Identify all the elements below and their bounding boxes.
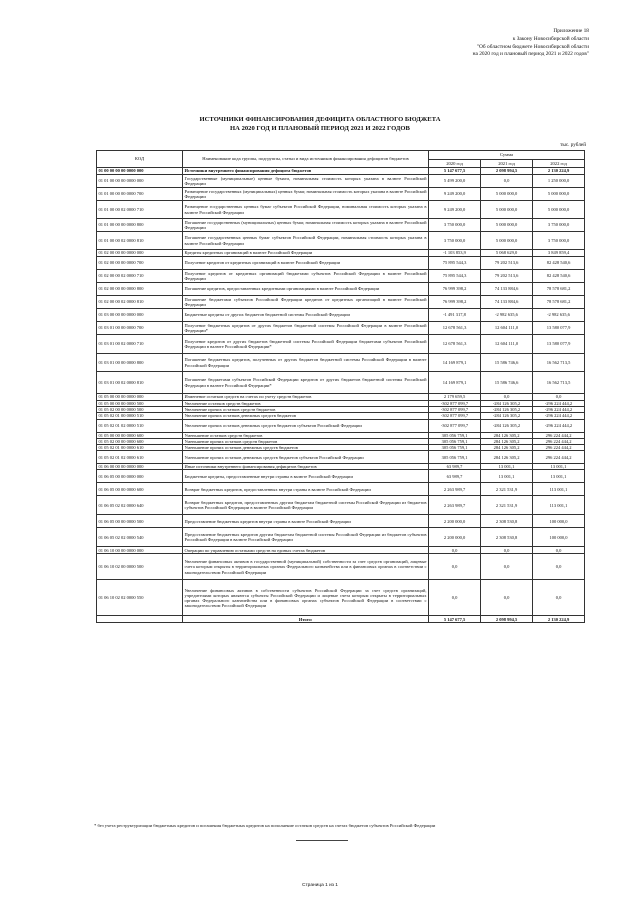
- code-cell: 01 03 01 00 00 0000 700: [97, 322, 183, 335]
- value-2021-cell: 284 126 305,2: [481, 451, 533, 464]
- header-year-2020: 2020 год: [429, 160, 481, 168]
- value-2021-cell: -284 126 305,2: [481, 419, 533, 432]
- title-line-1: ИСТОЧНИКИ ФИНАНСИРОВАНИЯ ДЕФИЦИТА ОБЛАСТНОГО БЮДЖЕТА: [199, 116, 441, 123]
- value-2022-cell: 296 224 444,2: [533, 432, 585, 438]
- value-2022-cell: 13 580 077,9: [533, 322, 585, 335]
- total-2020: 5 147 677,5: [429, 616, 481, 623]
- name-cell: Погашение государственных ценных бумаг субъектов Российской Федерации, номинальная стоимость которых указана в валюте Российской Федерации: [183, 232, 429, 250]
- code-cell: 01 03 01 00 02 0000 710: [97, 335, 183, 354]
- code-cell: 01 05 00 00 00 0000 600: [97, 432, 183, 438]
- budget-table: [96, 150, 585, 623]
- value-2022-cell: 0,0: [533, 394, 585, 401]
- table-row: [97, 483, 585, 496]
- code-cell: 01 01 00 00 00 0000 800: [97, 219, 183, 232]
- name-cell: Изменение остатков средств на счетах по учету средств бюджетов: [183, 394, 429, 401]
- code-cell: 01 03 01 00 02 0000 810: [97, 372, 183, 394]
- table-row: [97, 335, 585, 354]
- value-2020-cell: 0,0: [429, 554, 481, 580]
- value-2022-cell: 296 224 444,2: [533, 438, 585, 444]
- table-row: [97, 296, 585, 309]
- value-2020-cell: 2 200 000,0: [429, 528, 481, 547]
- code-cell: 01 01 00 00 02 0000 710: [97, 201, 183, 219]
- name-cell: Погашение кредитов, предоставленных кредитными организациями в валюте Российской Федерации: [183, 283, 429, 296]
- value-2021-cell: 0,0: [481, 547, 533, 554]
- value-2020-cell: 305 056 759,1: [429, 451, 481, 464]
- value-2020-cell: 75 895 544,3: [429, 257, 481, 270]
- value-2021-cell: 12 604 111,0: [481, 335, 533, 354]
- value-2022-cell: 82 428 540,6: [533, 270, 585, 283]
- value-2022-cell: 13 580 077,9: [533, 335, 585, 354]
- code-cell: 01 06 10 02 02 0000 550: [97, 580, 183, 616]
- code-cell: 01 03 00 00 00 0000 000: [97, 309, 183, 322]
- value-2020-cell: 76 999 398,2: [429, 283, 481, 296]
- total-2021: 2 098 994,5: [481, 616, 533, 623]
- code-cell: 01 06 00 00 00 0000 000: [97, 464, 183, 470]
- table-row: [97, 322, 585, 335]
- value-2020-cell: -1 491 317,8: [429, 309, 481, 322]
- value-2020-cell: 3 750 000,0: [429, 219, 481, 232]
- name-cell: Получение кредитов от кредитных организаций в валюте Российской Федерации: [183, 257, 429, 270]
- name-cell: Возврат бюджетных кредитов, предоставленных другим бюджетам бюджетной системы Российской Федерации из бюджетов субъектов Российской Федерации в валюте Российской Федерации: [183, 496, 429, 515]
- appendix-line: "Об областном бюджете Новосибирской области: [476, 43, 589, 50]
- code-cell: 01 06 05 02 02 0000 540: [97, 528, 183, 547]
- table-row: [97, 201, 585, 219]
- value-2020-cell: 14 169 879,1: [429, 372, 481, 394]
- table-row: [97, 168, 585, 175]
- table-row: [97, 528, 585, 547]
- value-2022-cell: 3 750 000,0: [533, 219, 585, 232]
- value-2020-cell: 305 056 759,1: [429, 445, 481, 451]
- value-2022-cell: 0,0: [533, 580, 585, 616]
- code-cell: 01 03 01 00 00 0000 800: [97, 354, 183, 372]
- value-2022-cell: 296 224 444,2: [533, 451, 585, 464]
- value-2020-cell: -302 877 099,7: [429, 407, 481, 413]
- value-2021-cell: -284 126 305,2: [481, 407, 533, 413]
- value-2021-cell: 0,0: [481, 580, 533, 616]
- table-row: [97, 554, 585, 580]
- value-2020-cell: 63 989,7: [429, 464, 481, 470]
- name-cell: Кредиты кредитных организаций в валюте Российской Федерации: [183, 250, 429, 257]
- value-2020-cell: 9 249 200,0: [429, 188, 481, 201]
- value-2022-cell: 5 000 000,0: [533, 201, 585, 219]
- value-2021-cell: 0,0: [481, 394, 533, 401]
- appendix-line: на 2020 год и плановый период 2021 и 2022 годов": [472, 51, 589, 58]
- value-2020-cell: 0,0: [429, 580, 481, 616]
- value-2022-cell: 296 224 444,2: [533, 445, 585, 451]
- value-2022-cell: 1 250 000,0: [533, 175, 585, 188]
- value-2020-cell: 3 750 000,0: [429, 232, 481, 250]
- value-2021-cell: 5 068 629,0: [481, 250, 533, 257]
- code-cell: 01 01 00 00 00 0000 700: [97, 188, 183, 201]
- value-2022-cell: 5 000 000,0: [533, 188, 585, 201]
- table-row: [97, 394, 585, 401]
- table-row: [97, 257, 585, 270]
- code-cell: 01 06 05 00 00 0000 500: [97, 515, 183, 528]
- value-2021-cell: -284 126 305,2: [481, 401, 533, 407]
- table-row: [97, 188, 585, 201]
- total-label: Итого:: [183, 616, 429, 623]
- header-year-2022: 2022 год: [533, 160, 585, 168]
- value-2021-cell: 5 000 000,0: [481, 188, 533, 201]
- value-2022-cell: 2 130 224,9: [533, 168, 585, 175]
- value-2021-cell: 74 133 884,6: [481, 283, 533, 296]
- name-cell: Получение кредитов от других бюджетов бюджетной системы Российской Федерации бюджетами субъектов Российской Федерации в валюте Российской Федерации*: [183, 335, 429, 354]
- code-cell: 01 05 02 01 00 0000 610: [97, 445, 183, 451]
- code-cell: 01 06 05 00 00 0000 000: [97, 470, 183, 483]
- value-2021-cell: 5 000 000,0: [481, 232, 533, 250]
- name-cell: Размещение государственных (муниципальных) ценных бумаг, номинальная стоимость которых указана в валюте Российской Федерации: [184, 188, 427, 199]
- value-2020-cell: 5 499 200,0: [429, 175, 481, 188]
- value-2021-cell: 15 586 746,6: [481, 354, 533, 372]
- value-2020-cell: 2 200 000,0: [429, 515, 481, 528]
- value-2021-cell: 5 000 000,0: [481, 201, 533, 219]
- table-row: [97, 309, 585, 322]
- table-row: [97, 451, 585, 464]
- value-2020-cell: 305 056 759,1: [429, 432, 481, 438]
- value-2020-cell: 76 999 398,2: [429, 296, 481, 309]
- table-row: [97, 175, 585, 188]
- value-2021-cell: 79 202 513,6: [481, 270, 533, 283]
- code-cell: 01 02 00 00 02 0000 810: [97, 296, 183, 309]
- table-row: [97, 470, 585, 483]
- value-2021-cell: 13 001,1: [481, 470, 533, 483]
- value-2020-cell: 2 179 659,5: [429, 394, 481, 401]
- value-2020-cell: 305 056 759,1: [429, 438, 481, 444]
- value-2022-cell: 78 578 681,2: [533, 296, 585, 309]
- value-2021-cell: 284 126 305,2: [481, 445, 533, 451]
- value-2020-cell: 63 989,7: [429, 470, 481, 483]
- name-cell: Бюджетные кредиты, предоставленные внутри страны в валюте Российской Федерации: [183, 470, 429, 483]
- table-row: [97, 250, 585, 257]
- header-sum: Сумма: [429, 151, 585, 160]
- appendix-line: Приложение 18: [553, 28, 589, 34]
- value-2021-cell: 284 126 305,2: [481, 438, 533, 444]
- code-cell: 01 05 02 01 02 0000 510: [97, 419, 183, 432]
- code-cell: 01 05 00 00 00 0000 000: [97, 394, 183, 401]
- code-cell: 01 01 00 00 00 0000 000: [97, 175, 183, 188]
- title-line-2: НА 2020 ГОД И ПЛАНОВЫЙ ПЕРИОД 2021 И 2022 ГОДОВ: [230, 125, 410, 132]
- name-cell: Увеличение прочих остатков денежных средств бюджетов: [183, 413, 429, 419]
- value-2020-cell: 9 249 200,0: [429, 201, 481, 219]
- code-cell: 01 05 02 01 02 0000 610: [97, 451, 183, 464]
- value-2022-cell: 100 000,0: [533, 528, 585, 547]
- code-cell: 01 02 00 00 00 0000 800: [97, 283, 183, 296]
- value-2020-cell: -302 877 099,7: [429, 419, 481, 432]
- name-cell: Уменьшение прочих остатков средств бюджетов: [183, 438, 429, 444]
- code-cell: 01 05 02 00 00 0000 600: [97, 438, 183, 444]
- table-row: [97, 496, 585, 515]
- name-cell: Операции по управлению остатками средств на единых счетах бюджетов: [183, 547, 429, 554]
- value-2022-cell: 82 428 540,6: [533, 257, 585, 270]
- value-2021-cell: 74 133 884,6: [481, 296, 533, 309]
- table-row: [97, 283, 585, 296]
- table-row: [97, 419, 585, 432]
- code-cell: 01 02 00 00 00 0000 000: [97, 250, 183, 257]
- value-2020-cell: 5 147 677,5: [429, 168, 481, 175]
- value-2021-cell: 0,0: [481, 554, 533, 580]
- name-cell: Увеличение прочих остатков средств бюджетов: [183, 407, 429, 413]
- name-cell: Погашение государственных (муниципальных) ценных бумаг, номинальная стоимость которых указана в валюте Российской Федерации: [184, 219, 427, 230]
- name-cell: Уменьшение остатков средств бюджетов: [183, 432, 429, 438]
- value-2020-cell: 75 895 544,3: [429, 270, 481, 283]
- appendix-line: к Закону Новосибирской области: [512, 35, 589, 42]
- table-row: [97, 219, 585, 232]
- table-row: [97, 354, 585, 372]
- total-2022: 2 130 224,9: [533, 616, 585, 623]
- name-cell: Получение кредитов от кредитных организаций бюджетами субъектов Российской Федерации в валюте Российской Федерации: [184, 270, 427, 281]
- value-2022-cell: 78 578 681,2: [533, 283, 585, 296]
- name-cell: Увеличение финансовых активов в государственной (муниципальной) собственности за счет средств организаций, лицевые счета которым открыты в территориальных органах Федерального казначейства или в финансовых органах в соответствии с законодательством Российской Федерации: [183, 554, 429, 580]
- name-cell: Государственные (муниципальные) ценные бумаги, номинальная стоимость которых указана в валюте Российской Федерации: [184, 175, 427, 186]
- value-2022-cell: 113 001,1: [533, 496, 585, 515]
- value-2022-cell: -296 224 444,2: [533, 413, 585, 419]
- code-cell: 01 05 02 01 00 0000 510: [97, 413, 183, 419]
- name-cell: Иные источники внутреннего финансирования дефицитов бюджетов: [183, 464, 429, 470]
- value-2022-cell: 0,0: [533, 554, 585, 580]
- name-cell: Предоставление бюджетных кредитов другим бюджетам бюджетной системы Российской Федерации из бюджетов субъектов Российской Федерации в валюте Российской Федерации: [183, 528, 429, 547]
- value-2022-cell: 13 001,1: [533, 464, 585, 470]
- value-2020-cell: 2 263 989,7: [429, 483, 481, 496]
- code-cell: 01 02 00 00 02 0000 710: [97, 270, 183, 283]
- code-cell: 01 00 00 00 00 0000 000: [97, 168, 183, 175]
- name-cell: Погашение бюджетами субъектов Российской Федерации кредитов от кредитных организаций в валюте Российской Федерации: [184, 296, 427, 307]
- value-2022-cell: 13 001,1: [533, 470, 585, 483]
- value-2021-cell: 5 000 000,0: [481, 219, 533, 232]
- separator-line: [296, 840, 348, 841]
- code-cell: 01 01 00 00 02 0000 810: [97, 232, 183, 250]
- code-cell: 01 06 10 00 00 0000 000: [97, 547, 183, 554]
- name-cell: Возврат бюджетных кредитов, предоставленных внутри страны в валюте Российской Федерации: [183, 483, 429, 496]
- code-cell: 01 05 02 00 00 0000 500: [97, 407, 183, 413]
- value-2022-cell: -2 982 635,6: [533, 309, 585, 322]
- value-2021-cell: 12 604 111,0: [481, 322, 533, 335]
- value-2021-cell: 2 308 530,8: [481, 515, 533, 528]
- value-2021-cell: 2 321 531,9: [481, 496, 533, 515]
- units-label: тыс. рублей: [560, 142, 586, 148]
- header-name: Наименование кода группы, подгруппы, статьи и вида источников финансирования дефицитов бюджетов: [183, 151, 429, 168]
- code-cell: 01 06 05 00 00 0000 600: [97, 483, 183, 496]
- name-cell: Уменьшение прочих остатков денежных средств бюджетов субъектов Российской Федерации: [183, 451, 429, 464]
- value-2020-cell: 2 263 989,7: [429, 496, 481, 515]
- value-2021-cell: 15 586 746,6: [481, 372, 533, 394]
- appendix-header: [369, 28, 589, 59]
- value-2021-cell: 13 001,1: [481, 464, 533, 470]
- value-2020-cell: -1 103 853,9: [429, 250, 481, 257]
- name-cell: Увеличение прочих остатков денежных средств бюджетов субъектов Российской Федерации: [183, 419, 429, 432]
- table-row: [97, 372, 585, 394]
- value-2020-cell: -302 877 099,7: [429, 401, 481, 407]
- value-2021-cell: 0,0: [481, 175, 533, 188]
- code-cell: 01 05 00 00 00 0000 500: [97, 401, 183, 407]
- value-2021-cell: 2 321 531,9: [481, 483, 533, 496]
- name-cell: Получение бюджетных кредитов от других бюджетов бюджетной системы Российской Федерации в валюте Российской Федерации*: [184, 322, 427, 333]
- name-cell: Предоставление бюджетных кредитов внутри страны в валюте Российской Федерации: [183, 515, 429, 528]
- table-row: [97, 232, 585, 250]
- table-row: [97, 547, 585, 554]
- table-row: [97, 515, 585, 528]
- header-year-2021: 2021 год: [481, 160, 533, 168]
- value-2020-cell: 12 678 561,3: [429, 322, 481, 335]
- footnote: * без учета реструктуризации бюджетных кредитов и погашения бюджетных кредитов на пополнение остатков средств на счетах бюджетов субъектов Российской Федерации: [94, 823, 436, 828]
- name-cell: Погашение бюджетных кредитов, полученных от других бюджетов бюджетной системы Российской Федерации в валюте Российской Федерации: [183, 354, 429, 372]
- name-cell: Увеличение остатков средств бюджетов: [183, 401, 429, 407]
- value-2022-cell: -296 224 444,2: [533, 419, 585, 432]
- value-2020-cell: -302 877 099,7: [429, 413, 481, 419]
- document-title: [0, 115, 640, 133]
- name-cell: Уменьшение прочих остатков денежных средств бюджетов: [183, 445, 429, 451]
- name-cell: Увеличение финансовых активов в собственности субъектов Российской Федерации за счет средств организаций, учредителями которых являются субъекты Российской Федерации и лицевые счета которым открыты в территориальных органах Федерального казначейства или в финансовых органах субъектов Российской Федерации в соответствии с законодательством Российской Федерации: [183, 580, 429, 616]
- name-cell: Источники внутреннего финансирования дефицита бюджетов: [183, 168, 429, 175]
- header-code: КОД: [97, 151, 183, 168]
- code-cell: 01 02 00 00 00 0000 700: [97, 257, 183, 270]
- value-2022-cell: 3 750 000,0: [533, 232, 585, 250]
- name-cell: Бюджетные кредиты от других бюджетов бюджетной системы Российской Федерации: [183, 309, 429, 322]
- name-cell: Размещение государственных ценных бумаг субъектов Российской Федерации, номинальная стоимость которых указана в валюте Российской Федерации: [183, 201, 429, 219]
- page-number: Страница 1 из 1: [302, 883, 338, 888]
- value-2021-cell: 2 308 530,8: [481, 528, 533, 547]
- value-2020-cell: 0,0: [429, 547, 481, 554]
- value-2021-cell: 79 202 513,6: [481, 257, 533, 270]
- value-2021-cell: 284 126 305,2: [481, 432, 533, 438]
- value-2021-cell: 2 098 994,5: [481, 168, 533, 175]
- value-2022-cell: 16 562 713,5: [533, 372, 585, 394]
- value-2022-cell: 0,0: [533, 547, 585, 554]
- value-2022-cell: -296 224 444,2: [533, 401, 585, 407]
- name-cell: Погашение бюджетами субъектов Российской Федерации кредитов от других бюджетов бюджетной системы Российской Федерации в валюте Российской Федерации*: [183, 372, 429, 394]
- value-2020-cell: 14 169 879,1: [429, 354, 481, 372]
- value-2022-cell: 16 562 713,5: [533, 354, 585, 372]
- total-code-cell: [97, 616, 183, 623]
- value-2021-cell: -2 982 635,6: [481, 309, 533, 322]
- value-2021-cell: -284 126 305,2: [481, 413, 533, 419]
- value-2022-cell: 100 000,0: [533, 515, 585, 528]
- table-row: [97, 580, 585, 616]
- code-cell: 01 06 10 02 00 0000 500: [97, 554, 183, 580]
- value-2022-cell: 3 849 859,4: [533, 250, 585, 257]
- value-2022-cell: -296 224 444,2: [533, 407, 585, 413]
- value-2020-cell: 12 678 561,3: [429, 335, 481, 354]
- value-2022-cell: 113 001,1: [533, 483, 585, 496]
- table-row: [97, 270, 585, 283]
- code-cell: 01 06 05 02 02 0000 640: [97, 496, 183, 515]
